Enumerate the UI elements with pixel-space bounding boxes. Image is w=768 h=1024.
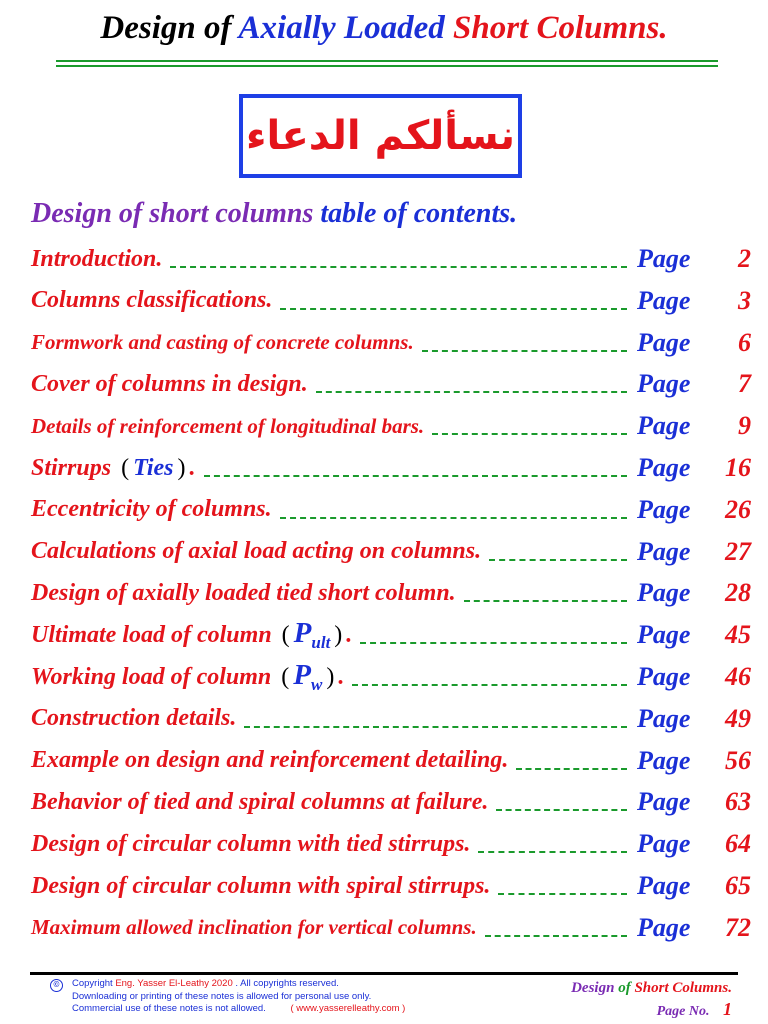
document-title bbox=[0, 10, 768, 47]
toc-heading bbox=[31, 198, 517, 230]
toc-entry-title-text: Eccentricity of columns. bbox=[31, 496, 272, 523]
toc-entry-title bbox=[31, 747, 508, 774]
toc-page-number: 63 bbox=[725, 787, 751, 817]
toc-page-number: 6 bbox=[738, 327, 751, 357]
toc-page-label: Page bbox=[637, 494, 691, 524]
toc-entry-title-text: Introduction. bbox=[31, 245, 163, 272]
footer-divider bbox=[30, 972, 738, 975]
toc-entry-title bbox=[31, 371, 308, 398]
toc-entry[interactable] bbox=[31, 865, 751, 907]
toc-entry[interactable] bbox=[31, 405, 751, 447]
copyright-suffix: . All copyrights reserved. bbox=[235, 978, 339, 989]
toc-entry-title bbox=[31, 414, 424, 439]
copyright-author: Eng. Yasser El-Leathy 2020 bbox=[115, 978, 233, 989]
title-underline-top bbox=[56, 60, 718, 62]
close-paren: ) bbox=[334, 622, 343, 649]
toc-entry-title-text: Design of axially loaded tied short column. bbox=[31, 579, 456, 606]
toc-page-number: 28 bbox=[725, 578, 751, 608]
close-paren: ) bbox=[177, 454, 186, 481]
toc-entry-title-text: Ultimate load of column bbox=[31, 622, 272, 649]
toc-entry-title-text: Maximum allowed inclination for vertical columns. bbox=[31, 915, 477, 940]
toc-entry-title bbox=[31, 330, 414, 355]
toc-page-number: 46 bbox=[725, 662, 751, 691]
toc-page-label: Page bbox=[637, 620, 691, 650]
toc-page-label: Page bbox=[637, 285, 691, 315]
toc-page-number: 2 bbox=[738, 244, 751, 273]
toc-entry[interactable] bbox=[31, 447, 751, 489]
open-paren: ( bbox=[121, 454, 130, 481]
dot-leader bbox=[485, 935, 627, 937]
toc-entry-title bbox=[31, 496, 272, 523]
toc-entry-title bbox=[31, 705, 236, 732]
toc-entry-title-text: Design of circular column with tied stirrups. bbox=[31, 830, 471, 857]
toc-page-number: 56 bbox=[725, 745, 751, 775]
toc-entry[interactable] bbox=[31, 740, 751, 782]
toc-page-number: 9 bbox=[738, 411, 751, 441]
toc-entry-title-text: Example on design and reinforcement detailing. bbox=[31, 747, 509, 774]
toc-page-label: Page bbox=[637, 787, 691, 817]
toc-page-label: Page bbox=[637, 662, 691, 691]
toc-page-number: 3 bbox=[738, 285, 751, 315]
page-number-label: Page No. bbox=[656, 1004, 710, 1019]
toc-page-label: Page bbox=[637, 369, 691, 399]
open-paren: ( bbox=[281, 622, 290, 649]
dot-leader bbox=[280, 517, 627, 519]
toc-entry[interactable] bbox=[31, 907, 751, 949]
toc-entry-period: . bbox=[346, 622, 353, 649]
toc-entry-title bbox=[31, 455, 196, 482]
toc-entry-title-text: Formwork and casting of concrete columns. bbox=[31, 330, 414, 355]
toc-entry-title-text: Columns classifications. bbox=[31, 287, 273, 314]
toc-entry[interactable] bbox=[31, 656, 751, 698]
toc-page-label: Page bbox=[637, 703, 691, 733]
toc-entry-title-text: Working load of column bbox=[31, 664, 272, 691]
toc-entry-title-text: Construction details. bbox=[31, 705, 237, 732]
toc-entry-title bbox=[31, 246, 162, 273]
toc-entry[interactable] bbox=[31, 322, 751, 364]
symbol-subscript: ult bbox=[311, 633, 331, 653]
toc-page-label: Page bbox=[637, 745, 691, 775]
dot-leader bbox=[316, 391, 627, 393]
toc-entry[interactable] bbox=[31, 531, 751, 573]
toc-entry-title bbox=[31, 873, 490, 900]
toc-heading-part1: Design of short columns bbox=[31, 198, 314, 229]
toc-entry-title-text: Details of reinforcement of longitudinal bars. bbox=[31, 413, 425, 438]
copyright-prefix: Copyright bbox=[72, 978, 113, 989]
dot-leader bbox=[422, 350, 627, 352]
toc-entry-paren-text: Ties bbox=[133, 454, 174, 481]
toc-entry[interactable] bbox=[31, 614, 751, 656]
toc-entry-period: . bbox=[338, 664, 345, 691]
toc-entry[interactable] bbox=[31, 363, 751, 405]
toc-page-label: Page bbox=[637, 244, 691, 273]
toc-page-number: 7 bbox=[738, 369, 751, 399]
toc-entry-title bbox=[31, 580, 456, 607]
toc-page-label: Page bbox=[637, 871, 691, 900]
toc-entry-title bbox=[31, 915, 477, 940]
running-title-short-columns: Short Columns. bbox=[634, 980, 732, 996]
copyright-icon: © bbox=[50, 979, 63, 992]
toc-heading-part2: table of contents. bbox=[320, 198, 518, 229]
toc-entry-title-text: Design of circular column with spiral stirrups. bbox=[31, 872, 491, 899]
dot-leader bbox=[352, 684, 627, 686]
toc-page-label: Page bbox=[637, 453, 691, 482]
dot-leader bbox=[244, 726, 627, 728]
toc-page-number: 26 bbox=[725, 494, 751, 524]
running-title-design: Design bbox=[571, 980, 615, 996]
footer-download-note: Downloading or printing of these notes is allowed for personal use only. bbox=[72, 990, 372, 1002]
running-title-of: of bbox=[618, 980, 631, 996]
toc-entry-title bbox=[31, 789, 488, 816]
close-paren: ) bbox=[326, 664, 335, 691]
toc-page-number: 49 bbox=[725, 703, 751, 733]
symbol-subscript: w bbox=[310, 674, 323, 694]
toc-entry[interactable] bbox=[31, 280, 751, 322]
dot-leader bbox=[516, 768, 627, 770]
toc-entry-title-text: Stirrups bbox=[31, 454, 112, 481]
toc-entry[interactable] bbox=[31, 823, 751, 865]
dot-leader bbox=[170, 266, 627, 268]
symbol-letter: P bbox=[293, 659, 311, 692]
toc-entry-title bbox=[31, 287, 272, 314]
footer-website-link[interactable]: ( www.yasserelleathy.com ) bbox=[290, 1003, 406, 1014]
toc-page-number: 72 bbox=[725, 912, 751, 942]
dot-leader bbox=[464, 600, 627, 602]
toc-entry-title-text: Calculations of axial load acting on columns. bbox=[31, 538, 482, 565]
title-underline-bottom bbox=[56, 65, 718, 67]
toc-entry[interactable] bbox=[31, 238, 751, 280]
toc-entry[interactable] bbox=[31, 781, 751, 823]
dot-leader bbox=[280, 308, 627, 310]
toc-page-number: 16 bbox=[725, 453, 751, 482]
toc-page-number: 45 bbox=[725, 620, 751, 650]
toc-page-label: Page bbox=[637, 411, 691, 441]
symbol-letter: P bbox=[293, 617, 312, 650]
toc-entry-symbol bbox=[293, 659, 323, 694]
footer-running-title bbox=[571, 980, 732, 1020]
dot-leader bbox=[496, 809, 627, 811]
dot-leader bbox=[498, 893, 627, 895]
toc-entry[interactable] bbox=[31, 572, 751, 614]
toc-entry-title bbox=[31, 831, 470, 858]
toc-page-label: Page bbox=[637, 912, 691, 942]
dot-leader bbox=[204, 475, 628, 477]
arabic-prayer-box bbox=[239, 94, 522, 178]
title-part-short-columns: Short Columns. bbox=[452, 10, 668, 46]
dot-leader bbox=[360, 642, 627, 644]
toc-page-label: Page bbox=[637, 829, 691, 859]
open-paren: ( bbox=[281, 664, 290, 691]
toc-entry[interactable] bbox=[31, 698, 751, 740]
toc-entry-period: . bbox=[189, 454, 196, 481]
toc-entry-title-text: Cover of columns in design. bbox=[31, 370, 308, 397]
footer-commercial-note: Commercial use of these notes is not allowed. bbox=[72, 1003, 266, 1014]
toc-page-label: Page bbox=[637, 578, 691, 608]
toc-entry-title bbox=[31, 659, 344, 695]
title-part-axially-loaded: Axially Loaded bbox=[238, 10, 445, 46]
page-number: 1 bbox=[723, 999, 732, 1019]
toc-page-label: Page bbox=[637, 327, 691, 357]
toc-page-number: 65 bbox=[725, 871, 751, 900]
toc-entry[interactable] bbox=[31, 489, 751, 531]
title-part-design-of: Design of bbox=[100, 10, 232, 46]
toc-page-number: 27 bbox=[725, 536, 751, 566]
toc-entry-title bbox=[31, 538, 481, 565]
dot-leader bbox=[489, 559, 627, 561]
toc-page-label: Page bbox=[637, 536, 691, 566]
arabic-prayer-text: نسألكم الدعاء bbox=[246, 113, 515, 159]
toc-entry-title-text: Behavior of tied and spiral columns at failure. bbox=[31, 788, 489, 815]
toc-entry-symbol bbox=[293, 617, 331, 653]
dot-leader bbox=[432, 433, 627, 435]
dot-leader bbox=[478, 851, 627, 853]
toc-entry-title bbox=[31, 617, 352, 653]
toc-page-number: 64 bbox=[725, 829, 751, 859]
